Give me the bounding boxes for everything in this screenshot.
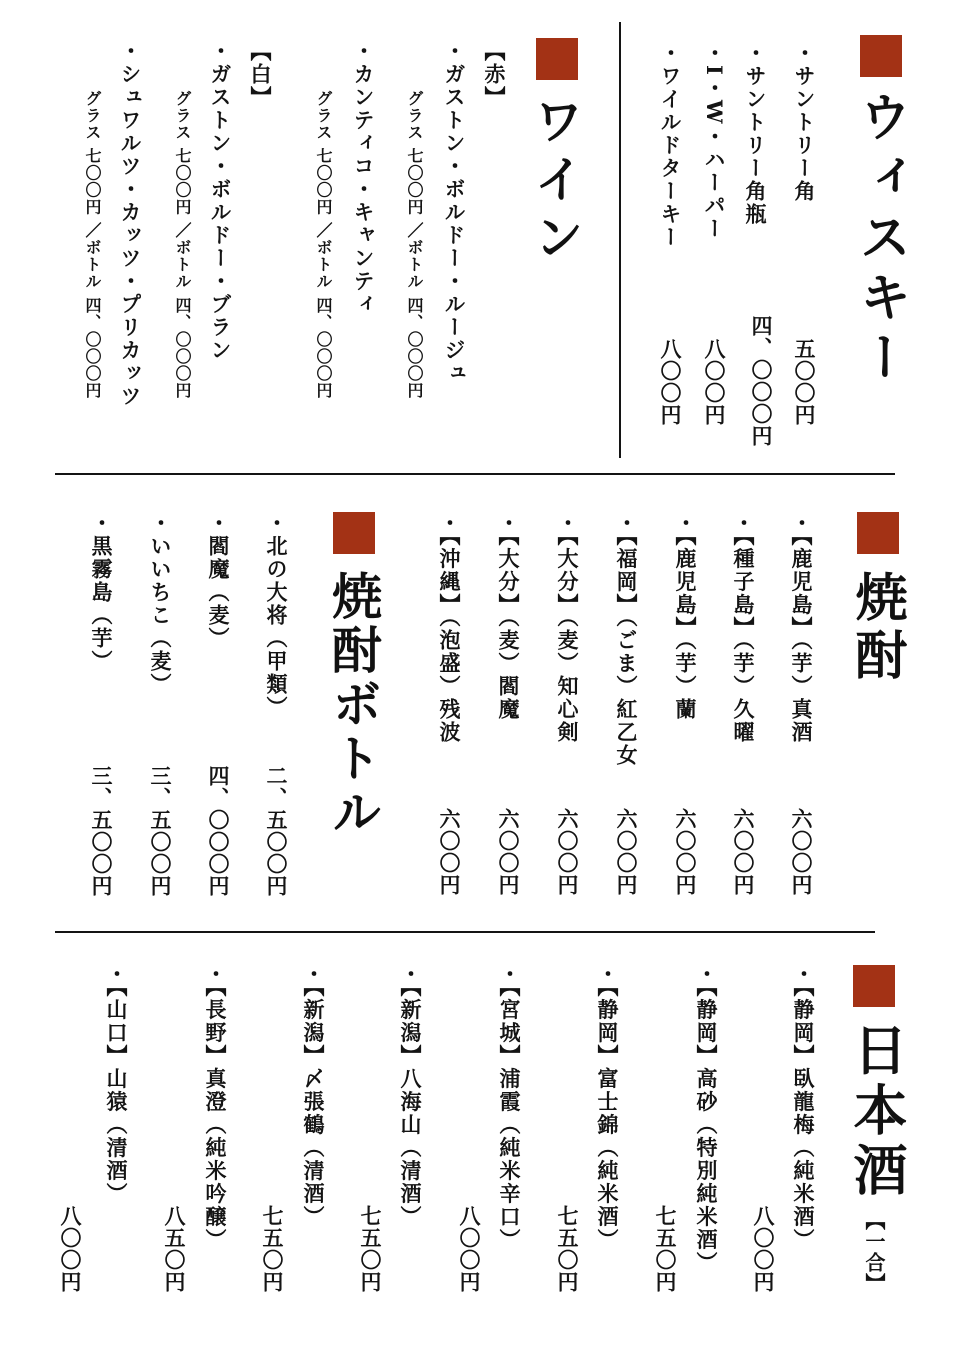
sake-price: 八〇〇円 bbox=[457, 1205, 482, 1293]
shochu-bottle-heading: 焼酎ボトル bbox=[324, 570, 383, 840]
shochu-item: ・【大分】（麦）閻魔 bbox=[496, 512, 521, 721]
wine-item: ・ガストン・ボルドー・ルージュ bbox=[442, 40, 467, 385]
sake-item: ・【長野】真澄（純米吟醸） bbox=[203, 963, 228, 1252]
shochu-bottle-price: 四、〇〇〇円 bbox=[206, 765, 231, 897]
shochu-bottle-item: ・いいちこ（麦） bbox=[148, 512, 173, 696]
sake-price: 八五〇円 bbox=[162, 1205, 187, 1293]
sake-unit-label: 【一合】 bbox=[862, 1210, 886, 1294]
sake-price: 七五〇円 bbox=[260, 1205, 285, 1293]
shochu-price: 六〇〇円 bbox=[496, 808, 521, 896]
shochu-item: ・【沖縄】（泡盛）残波 bbox=[437, 512, 462, 744]
sake-item: ・【静岡】高砂（特別純米酒） bbox=[694, 963, 719, 1275]
wine-red-label: 【赤】 bbox=[482, 40, 507, 109]
wine-item: ・カンティコ・キャンティ bbox=[351, 40, 376, 316]
shochu-price: 六〇〇円 bbox=[731, 808, 756, 896]
shochu-price: 六〇〇円 bbox=[437, 808, 462, 896]
sake-item: ・【新潟】八海山（清酒） bbox=[398, 963, 423, 1229]
shochu-bottle-price: 三、五〇〇円 bbox=[89, 765, 114, 897]
wine-marker bbox=[536, 38, 578, 80]
shochu-bottle-item: ・北の大将（甲類） bbox=[264, 512, 289, 719]
wine-item: ・シュワルツ・カッツ・プリカッツ bbox=[118, 40, 143, 408]
sake-heading: 日本酒 bbox=[845, 1022, 909, 1202]
wine-price: グラス 七〇〇円 ／ボトル 四、〇〇〇円 bbox=[173, 90, 192, 399]
whisky-price: 五〇〇円 bbox=[792, 338, 817, 426]
whisky-item: ・サントリー角瓶 bbox=[743, 42, 768, 226]
shochu-marker bbox=[857, 512, 899, 554]
shochu-bottle-item: ・黒霧島（芋） bbox=[89, 512, 114, 673]
whisky-price: 八〇〇円 bbox=[658, 338, 683, 426]
whisky-item: ・I・W・ハーパー bbox=[702, 42, 727, 241]
shochu-bottle-price: 三、五〇〇円 bbox=[148, 765, 173, 897]
whisky-price: 八〇〇円 bbox=[702, 338, 727, 426]
shochu-bottle-price: 二、五〇〇円 bbox=[264, 765, 289, 897]
wine-price: グラス 七〇〇円 ／ボトル 四、〇〇〇円 bbox=[314, 90, 333, 399]
wine-price: グラス 七〇〇円 ／ボトル 四、〇〇〇円 bbox=[405, 90, 424, 399]
shochu-bottle-marker bbox=[333, 512, 375, 554]
horizontal-divider-bottom bbox=[55, 931, 875, 933]
sake-price: 八〇〇円 bbox=[58, 1205, 83, 1293]
shochu-price: 六〇〇円 bbox=[555, 808, 580, 896]
whisky-heading: ウィスキー bbox=[850, 90, 911, 390]
whisky-price: 四、〇〇〇円 bbox=[749, 315, 774, 447]
sake-item: ・【静岡】富士錦（純米酒） bbox=[595, 963, 620, 1252]
sake-price: 七五〇円 bbox=[555, 1205, 580, 1293]
shochu-heading: 焼酎 bbox=[846, 570, 907, 686]
whisky-marker bbox=[860, 35, 902, 77]
sake-item: ・【山口】山猿（清酒） bbox=[104, 963, 129, 1206]
shochu-item: ・【大分】（麦）知心剣 bbox=[555, 512, 580, 744]
shochu-item: ・【種子島】（芋）久曜 bbox=[731, 512, 756, 744]
sake-price: 七五〇円 bbox=[653, 1205, 678, 1293]
sake-item: ・【宮城】浦霞（純米辛口） bbox=[497, 963, 522, 1252]
horizontal-divider-top bbox=[55, 473, 895, 475]
shochu-price: 六〇〇円 bbox=[614, 808, 639, 896]
vertical-divider bbox=[619, 22, 621, 458]
wine-item: ・ガストン・ボルドー・ブラン bbox=[208, 40, 233, 362]
shochu-item: ・【鹿児島】（芋）真酒 bbox=[789, 512, 814, 744]
wine-price: グラス 七〇〇円 ／ボトル 四、〇〇〇円 bbox=[83, 90, 102, 399]
sake-item: ・【新潟】〆張鶴（清酒） bbox=[301, 963, 326, 1229]
shochu-item: ・【鹿児島】（芋）蘭 bbox=[673, 512, 698, 721]
whisky-item: ・サントリー角 bbox=[792, 42, 817, 203]
shochu-price: 六〇〇円 bbox=[789, 808, 814, 896]
whisky-item: ・ワイルドターキー bbox=[658, 42, 683, 249]
sake-marker bbox=[853, 965, 895, 1007]
wine-white-label: 【白】 bbox=[248, 40, 273, 109]
sake-price: 七五〇円 bbox=[358, 1205, 383, 1293]
sake-item: ・【静岡】臥龍梅（純米酒） bbox=[791, 963, 816, 1252]
sake-price: 八〇〇円 bbox=[751, 1205, 776, 1293]
shochu-price: 六〇〇円 bbox=[673, 808, 698, 896]
shochu-item: ・【福岡】（ごま）紅乙女 bbox=[614, 512, 639, 767]
wine-heading: ワイン bbox=[526, 95, 585, 269]
shochu-bottle-item: ・閻魔（麦） bbox=[206, 512, 231, 650]
